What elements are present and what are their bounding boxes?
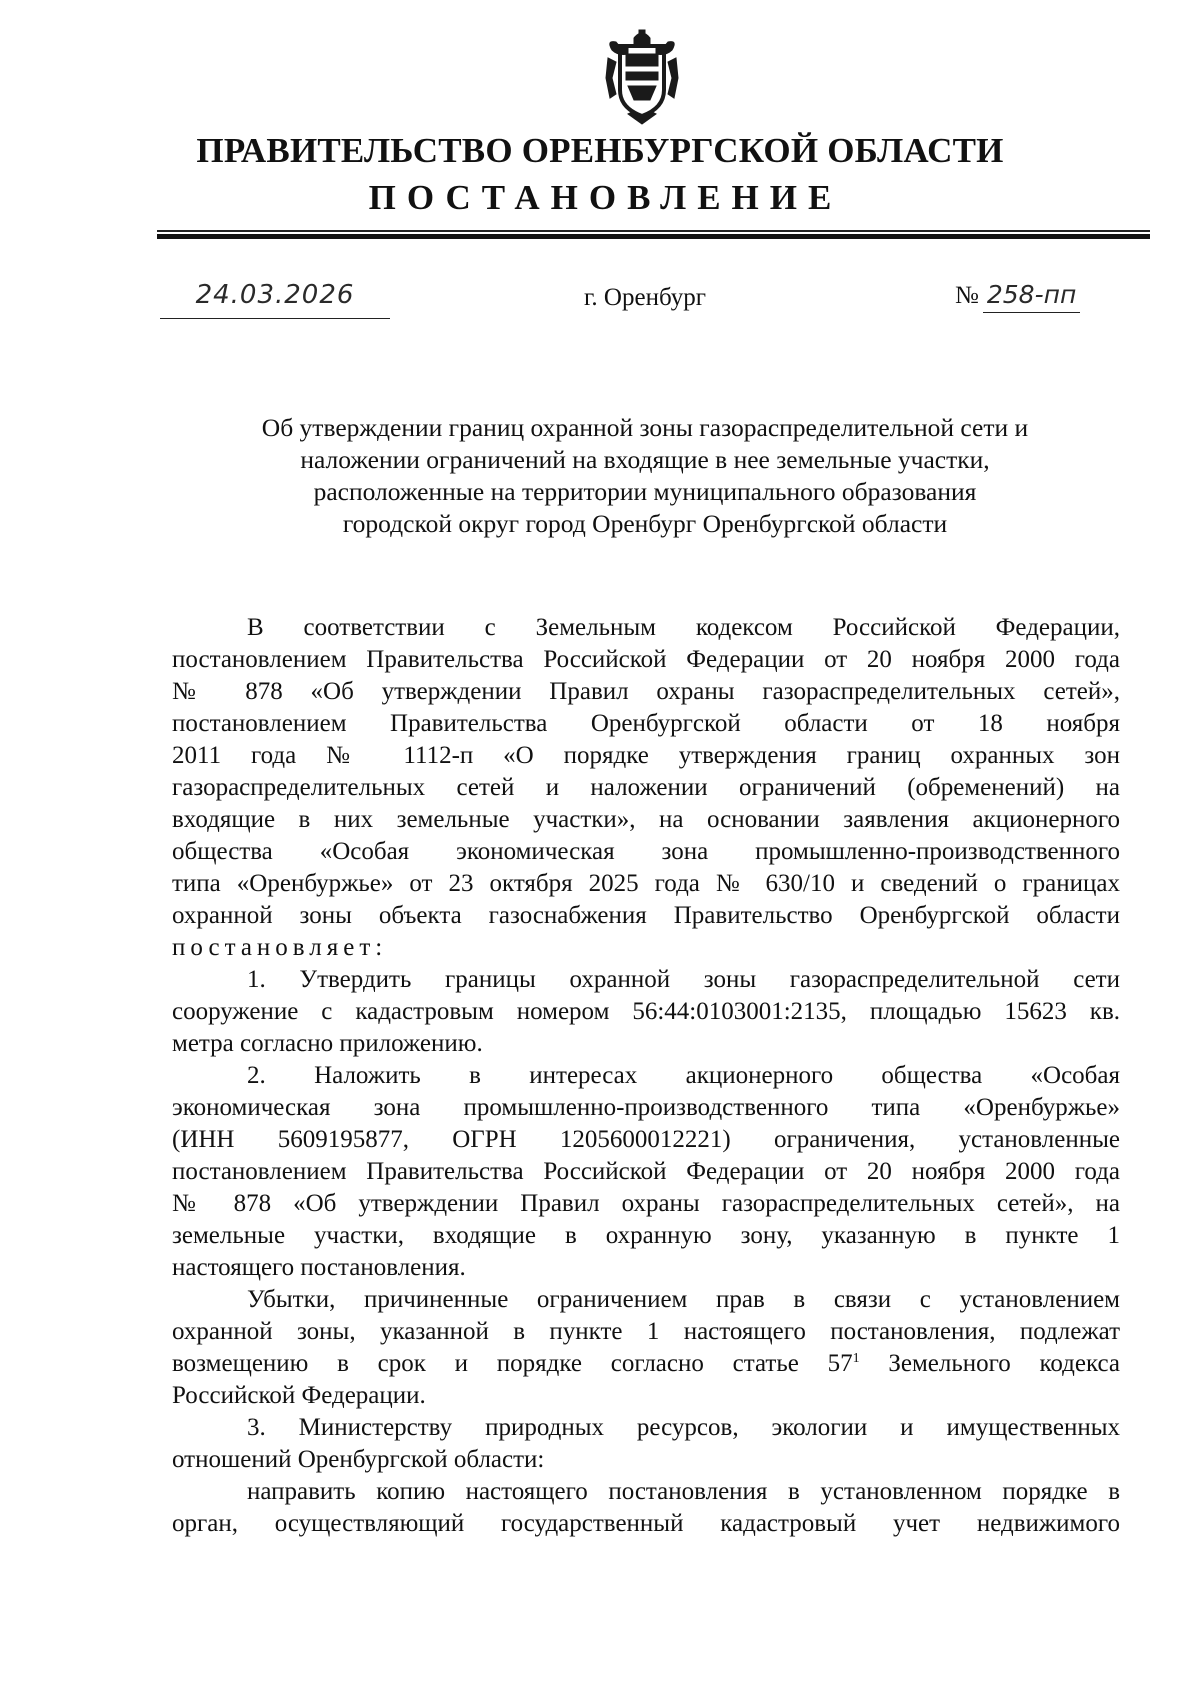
directive-line: направить копию настоящего постановления в установленном порядке в [247,1478,1120,1505]
item-3-line: отношений Оренбургской области: [172,1446,545,1473]
article-superscript: 1 [852,1351,860,1366]
header-divider-thin [157,230,1150,232]
preamble-line: охранной зоны объекта газоснабжения Правительство Оренбургской области [172,902,1120,929]
subject-line: городской округ город Оренбург Оренбургской области [342,509,948,538]
document-date: 24.03.2026 [160,278,390,319]
number-value: 258-пп [983,280,1080,313]
item-2-line: постановлением Правительства Российской Федерации от 20 ноября 2000 года [172,1158,1120,1185]
item-2-line: (ИНН 5609195877, ОГРН 1205600012221) ограничения, установленные [172,1126,1120,1153]
document-subject [160,412,1130,540]
preamble-line: постановлением Правительства Оренбургской области от 18 ноября [172,710,1120,737]
item-2-line: № 878 «Об утверждении Правил охраны газораспределительных сетей», на [172,1190,1120,1217]
subject-line: Об утверждении границ охранной зоны газораспределительной сети и [261,413,1029,442]
item-2-line: 2. Наложить в интересах акционерного общества «Особая [247,1062,1120,1089]
losses-line: Российской Федерации. [172,1382,426,1409]
preamble-line: 2011 года № 1112-п «О порядке утверждения границ охранных зон [172,742,1120,769]
preamble-line: № 878 «Об утверждении Правил охраны газораспределительных сетей», [172,678,1120,705]
item-2-line: настоящего постановления. [172,1254,466,1281]
preamble-line: общества «Особая экономическая зона промышленно-производственного [172,838,1120,865]
directive-line: орган, осуществляющий государственный кадастровый учет недвижимого [172,1510,1120,1537]
preamble-line: постановлением Правительства Российской Федерации от 20 ноября 2000 года [172,646,1120,673]
losses-text: возмещению в срок и порядке согласно статье 57 [172,1350,853,1377]
subject-line: расположенные на территории муниципального образования [313,477,977,506]
preamble-line: входящие в них земельные участки», на основании заявления акционерного [172,806,1120,833]
document-type: ПОСТАНОВЛЕНИЕ [368,178,843,217]
number-prefix: № [955,282,979,309]
item-1-line: сооружение с кадастровым номером 56:44:0103001:2135, площадью 15623 кв. [172,998,1120,1025]
preamble-line: В соответствии с Земельным кодексом Российской Федерации, [247,614,1120,641]
item-3-line: 3. Министерству природных ресурсов, экологии и имущественных [247,1414,1120,1441]
losses-line [172,1348,1120,1380]
losses-line: Убытки, причиненные ограничением прав в связи с установлением [247,1286,1120,1313]
document-body [172,612,1120,1540]
losses-line: охранной зоны, указанной в пункте 1 настоящего постановления, подлежат [172,1318,1120,1345]
item-2-line: экономическая зона промышленно-производственного типа «Оренбуржье» [172,1094,1120,1121]
resolves-word: постановляет: [172,934,388,961]
item-1-line: метра согласно приложению. [172,1030,483,1057]
preamble-line: газораспределительных сетей и наложении ограничений (обременений) на [172,774,1120,801]
subject-line: наложении ограничений на входящие в нее земельные участки, [300,445,990,474]
losses-text: Земельного кодекса [859,1350,1120,1377]
item-1-line: 1. Утвердить границы охранной зоны газораспределительной сети [247,966,1120,993]
item-2-line: земельные участки, входящие в охранную зону, указанную в пункте 1 [172,1222,1120,1249]
document-number [955,280,1080,313]
coat-of-arms-icon [598,28,686,128]
government-name: ПРАВИТЕЛЬСТВО ОРЕНБУРГСКОЙ ОБЛАСТИ [196,131,1004,170]
header-divider-thick [157,234,1150,239]
document-city: г. Оренбург [584,284,706,311]
preamble-line: типа «Оренбуржье» от 23 октября 2025 года № 630/10 и сведений о границах [172,870,1120,897]
